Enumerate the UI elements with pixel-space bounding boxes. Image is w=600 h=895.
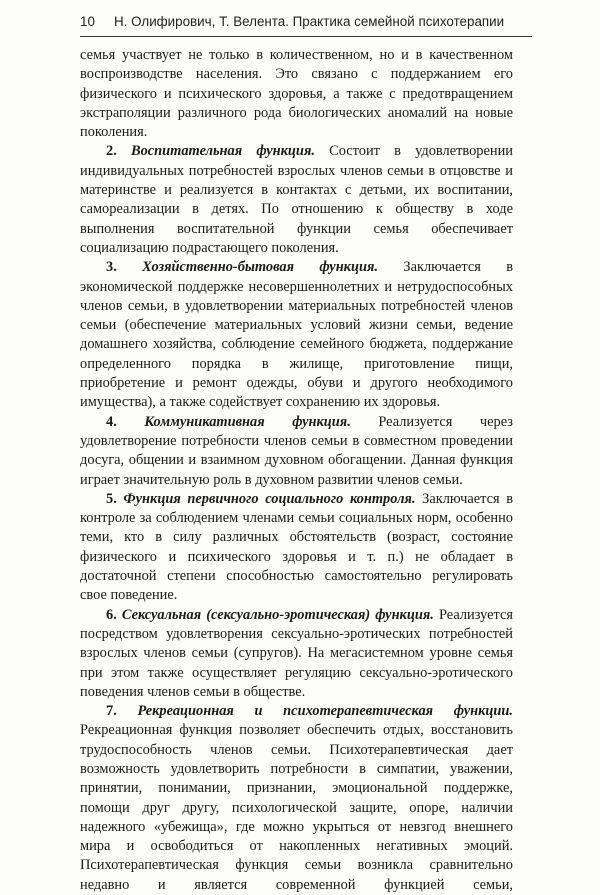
paragraph-function-3 [80,258,513,412]
paragraph-text: Заключается в экономической поддержке несовершеннолетних и нетрудоспособных членов семьи, в удовлетворении материальных потребностей членов семьи (обеспечение материальных условий жизни семьи, ведение домашнего хозяйства, соблюдение семейного бюджета, поддержание определенного порядка в жилище, приготовление пищи, приобретение и ремонт одежды, обуви и другого необходимого имущества), а также содействует сохранению их здоровья. [80,259,513,411]
function-title: Хозяйственно-бытовая функция. [142,259,378,276]
paragraph-function-7 [80,702,513,895]
paragraph-function-6 [80,606,513,702]
paragraph-intro [80,46,513,142]
page-number: 10 [80,14,95,29]
function-title: Рекреационная и психотерапевтическая функции. [137,703,513,720]
paragraph-text: Состоит в удовлетворении индивидуальных потребностей взрослых членов семьи в отцовстве и материнстве и реализуется в контактах с детьми, их воспитании, самореализации в детях. По отношению к обществу в ходе выполнения воспитательной функции семья обеспечивает социализацию подрастающего поколения. [80,143,513,256]
running-header [80,13,550,31]
function-title: Сексуальная (сексуально-эротическая) функция. [121,606,434,623]
paragraph-text: Заключается в контроле за соблюдением членами семьи социальных норм, особенно теми, кто в силу различных обстоятельств (возраст, состояние физического и психического здоровья и т. п.) не обладает в достаточной степени способностью самостоятельно регулировать свое поведение. [80,490,513,604]
function-number: 6. [106,606,117,623]
paragraph-function-2 [80,142,513,258]
header-rule [80,36,532,37]
paragraph-text: Реализуется через удовлетворение потребности членов семьи в совместном проведении досуга, общении и взаимном духовном обогащении. Данная функция играет значительную роль в духовном развитии членов семьи. [80,413,513,488]
function-title: Коммуникативная функция. [144,413,351,430]
paragraph-text: Рекреационная функция позволяет обеспечить отдых, восстановить трудоспособность членов семьи. Психотерапевтическая дает возможность удовлетворить потребности в симпатии, уважении, принятии, понимании, признании, эмоциональной поддержке, помощи друг другу, психологической защите, опоре, наличии надежного «убежища», где можно укрыться от невзгод внешнего мира и освободиться от накопленных негативных эмоций. Психотерапевтическая функция семьи возникла сравнительно недавно и является современной функцией семьи, [80,722,513,893]
paragraph-function-4 [80,413,513,490]
function-title: Функция первичного социального контроля. [123,490,416,507]
function-number: 5. [106,490,117,507]
function-number: 2. [106,143,117,160]
function-title: Воспитательная функция. [130,143,315,160]
function-number: 3. [106,259,117,276]
body-text [80,46,513,895]
running-title: Н. Олифирович, Т. Велента. Практика семейной психотерапии [114,14,505,29]
paragraph-text: семья участвует не только в количественном, но и в качественном воспроизводстве населения. Это связано с поддержанием его физического и психического здоровья, а также с предотвращением экстраполяции различного рода биологических аномалий на новые поколения. [80,47,513,141]
function-number: 4. [106,413,117,430]
paragraph-function-5 [80,490,513,606]
function-number: 7. [106,703,117,720]
paragraph-text: Реализуется посредством удовлетворения сексуально-эротических потребностей взрослых членов семьи (супругов). На мегасистемном уровне семья при этом также осуществляет регуляцию сексуально-эротического поведения членов семьи в обществе. [80,606,513,700]
